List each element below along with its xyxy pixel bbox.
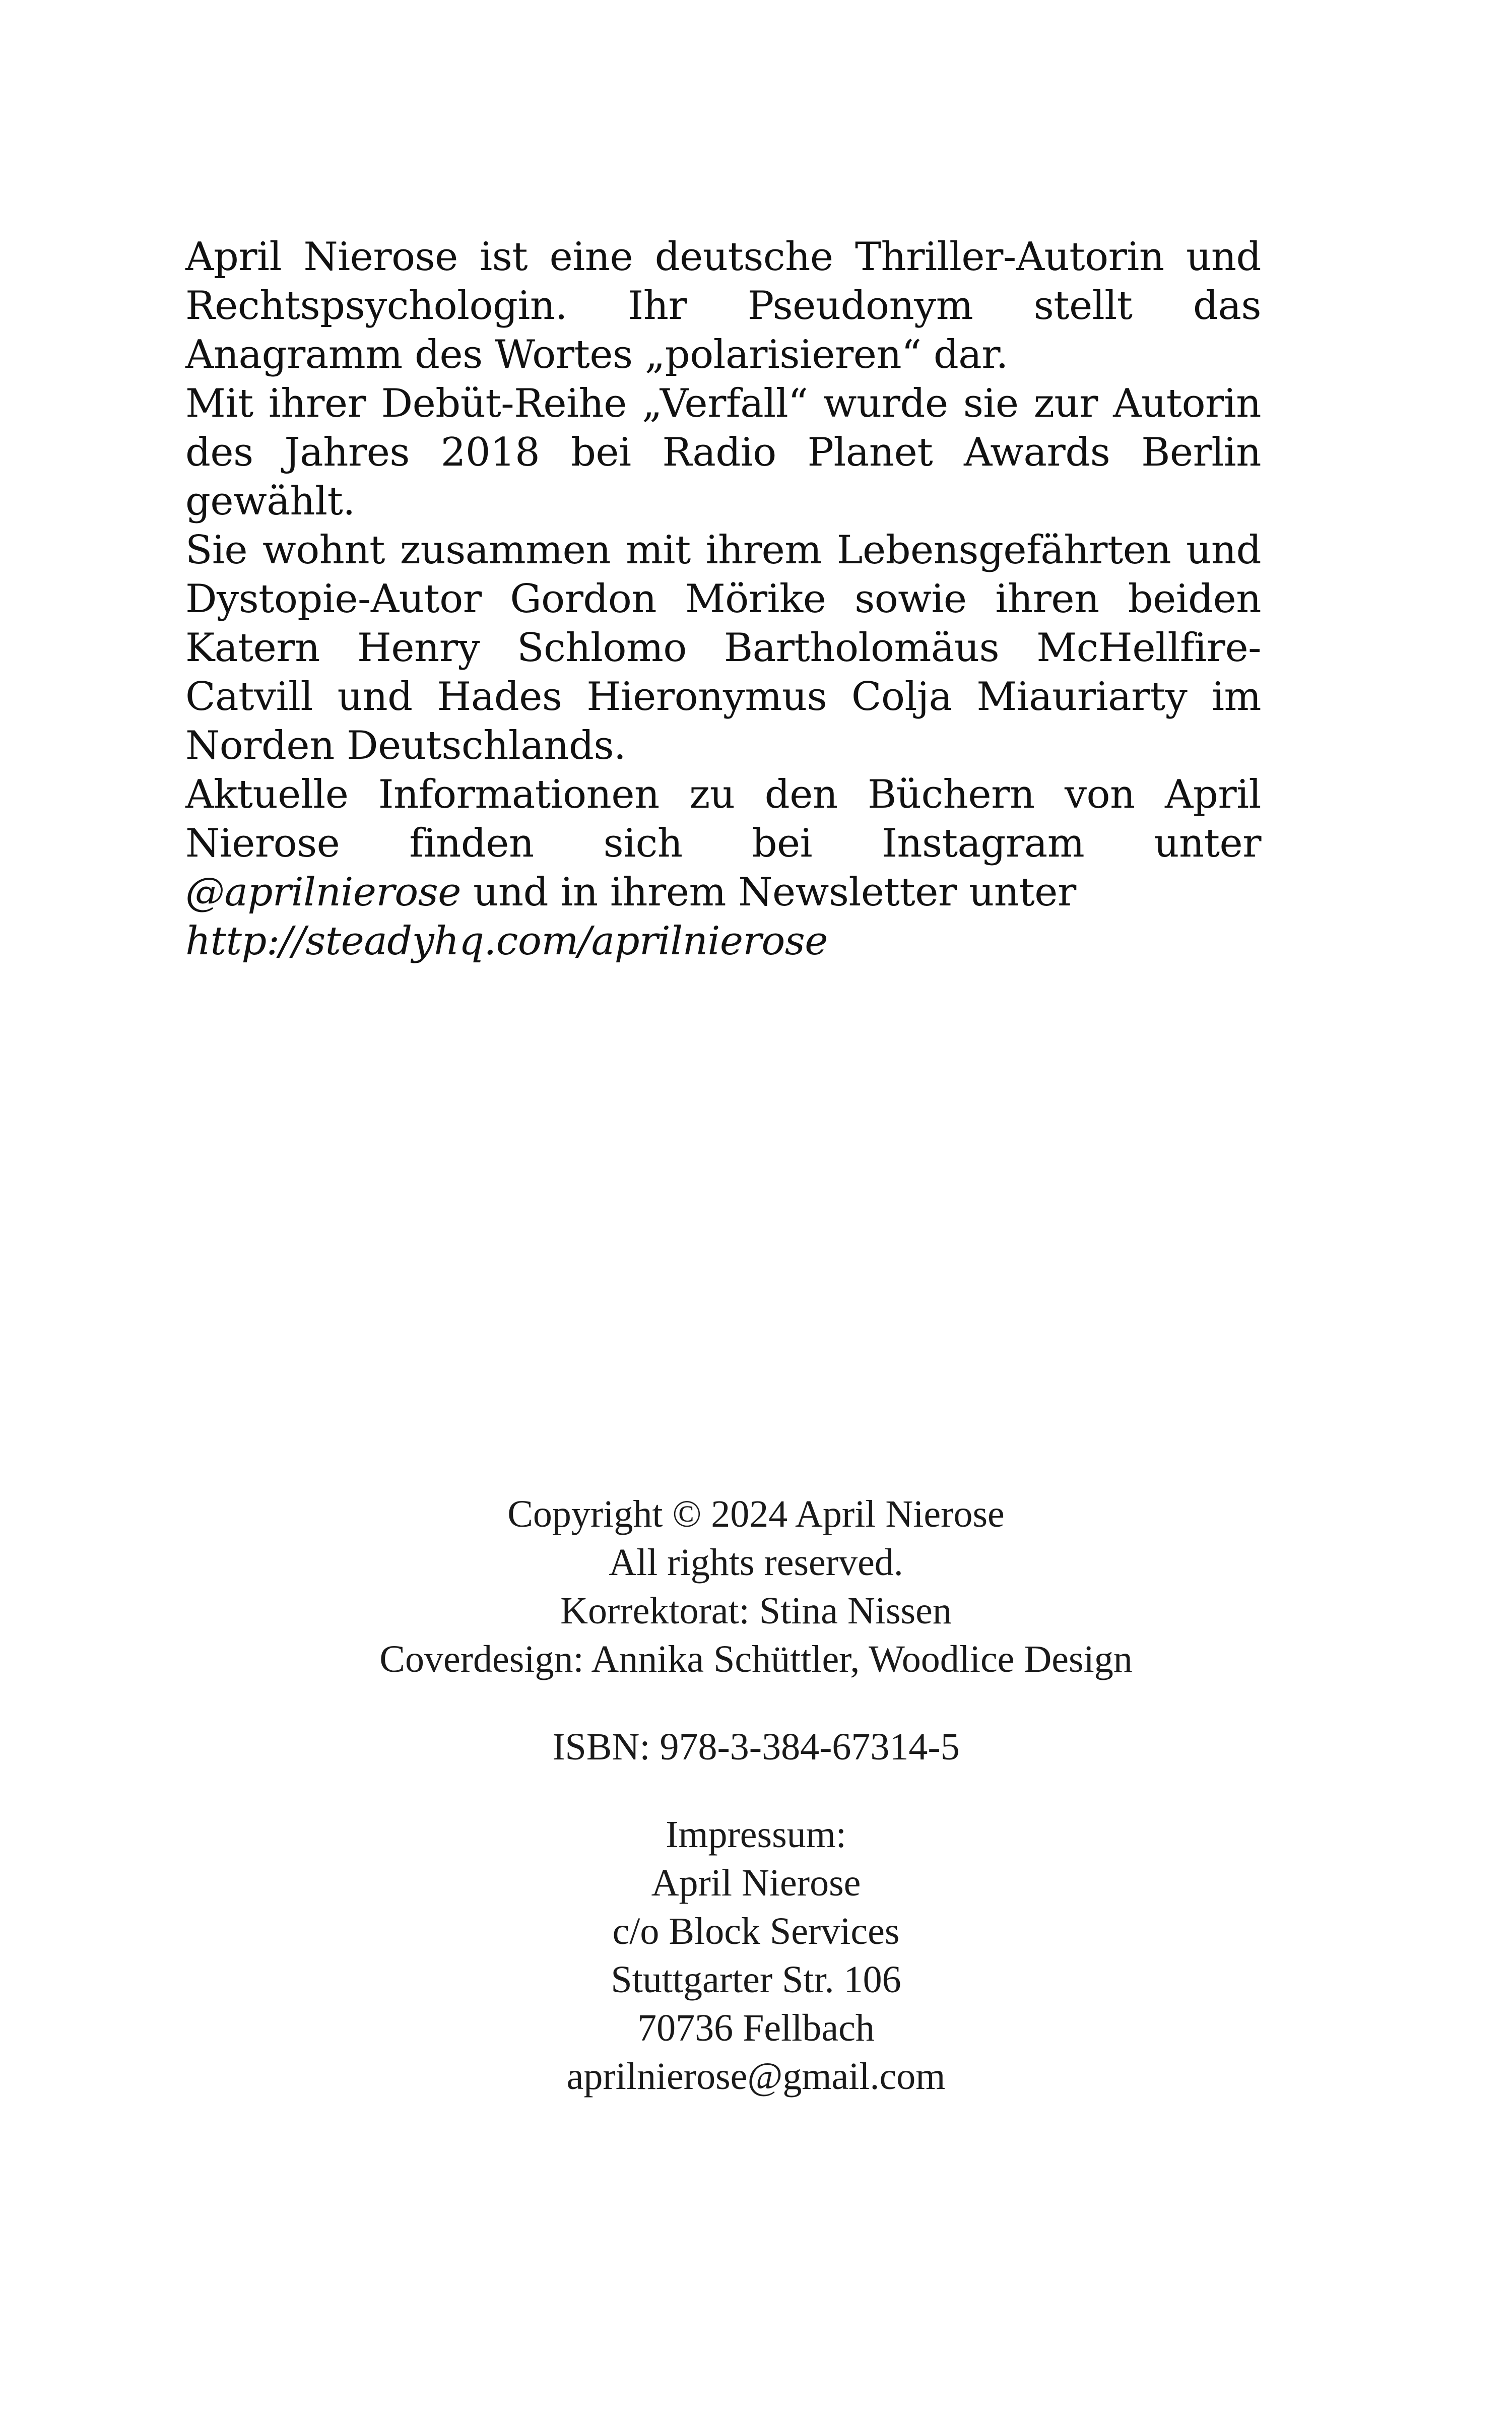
address-street: Stuttgarter Str. 106	[611, 1958, 901, 2001]
rights-reserved: All rights reserved.	[609, 1541, 903, 1584]
impressum-heading: Impressum:	[666, 1813, 846, 1856]
copyright-notice: Copyright © 2024 April Nierose	[507, 1493, 1005, 1535]
address-city: 70736 Fellbach	[637, 2007, 875, 2049]
newsletter-url: http://steadyhq.com/aprilnierose	[185, 919, 828, 964]
contact-email: aprilnierose@gmail.com	[566, 2055, 946, 2098]
author-biography	[185, 233, 1261, 966]
cover-design-credit: Coverdesign: Annika Schüttler, Woodlice Design	[379, 1638, 1133, 1680]
isbn-number: ISBN: 978-3-384-67314-5	[552, 1726, 960, 1768]
address-care-of: c/o Block Services	[612, 1910, 900, 1952]
imprint-block	[0, 1490, 1512, 2101]
bio-paragraph-contact	[185, 770, 1261, 917]
bio-paragraph-residence: Sie wohnt zusammen mit ihrem Lebensgefährten und Dystopie-Autor Gordon Mörike sowie ihren beiden Katern Henry Schlomo Bartholomäus McHellfire-Catvill und Hades Hieronymus Colja Miauriarty im Norden Deutschlands.	[185, 528, 1261, 768]
bio-contact-text-before: Aktuelle Informationen zu den Büchern von April Nierose finden sich bei Instagram unter	[185, 772, 1261, 866]
proofreading-credit: Korrektorat: Stina Nissen	[560, 1590, 952, 1632]
instagram-handle: @aprilnierose	[185, 870, 461, 915]
bio-contact-text-after: und in ihrem Newsletter unter	[461, 870, 1076, 915]
address-name: April Nierose	[651, 1862, 861, 1904]
bio-paragraph-award: Mit ihrer Debüt-Reihe „Verfall“ wurde sie zur Autorin des Jahres 2018 bei Radio Planet Awards Berlin gewählt.	[185, 381, 1261, 524]
bio-paragraph-intro: April Nierose ist eine deutsche Thriller-Autorin und Rechtspsychologin. Ihr Pseudonym stellt das Anagramm des Wortes „polarisieren“ dar.	[185, 234, 1261, 377]
